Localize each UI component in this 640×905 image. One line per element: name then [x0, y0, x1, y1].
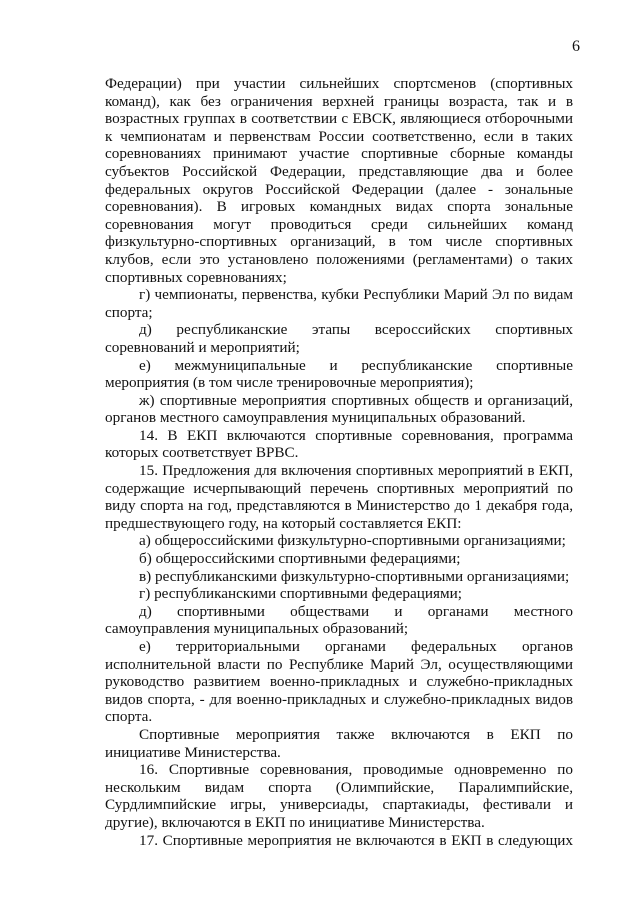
paragraph: е) территориальными органами федеральных органов исполнительной власти по Республике Марий Эл, осуществляющими руководство развитием военно-прикладных и служебно-прикладных видов спорта, - для военно-прикладных и служебно-прикладных видов спорта.	[105, 638, 573, 726]
paragraph: е) межмуниципальные и республиканские спортивные мероприятия (в том числе тренировочные мероприятия);	[105, 356, 573, 392]
paragraph: 17. Спортивные мероприятия не включаются в ЕКП в следующих	[139, 831, 573, 849]
paragraph: 15. Предложения для включения спортивных мероприятий в ЕКП, содержащие исчерпывающий перечень спортивных мероприятий по виду спорта на год, представляются в Министерство до 1 декабря года, предшествующего году, на который составляется ЕКП:	[105, 462, 573, 532]
paragraph: а) общероссийскими физкультурно-спортивными организациями;	[139, 532, 566, 550]
paragraph: 16. Спортивные соревнования, проводимые одновременно по нескольким видам спорта (Олимпийские, Паралимпийские, Сурдлимпийские игры, универсиады, спартакиады, фестивали и другие), включаются в ЕКП по инициативе Министерства.	[105, 761, 573, 831]
paragraph: 14. В ЕКП включаются спортивные соревнования, программа которых соответствует ВРВС.	[105, 426, 573, 462]
paragraph: б) общероссийскими спортивными федерациями;	[139, 550, 461, 568]
paragraph: г) чемпионаты, первенства, кубки Республики Марий Эл по видам спорта;	[105, 286, 573, 321]
paragraph: Спортивные мероприятия также включаются в ЕКП по инициативе Министерства.	[105, 725, 573, 761]
paragraph: д) спортивными обществами и органами местного самоуправления муниципальных образований;	[105, 602, 573, 638]
paragraph: в) республиканскими физкультурно-спортивными организациями;	[139, 567, 570, 585]
paragraph: г) республиканскими спортивными федерациями;	[139, 585, 462, 603]
paragraph: Федерации) при участии сильнейших спортсменов (спортивных команд), как без ограничения верхней границы возраста, так и в возрастных группах в соответствии с ЕВСК, являющиеся отборочными к чемпионатам и первенствам России соответственно, если в таких соревнованиях принимают участие спортивные сборные команды субъектов Российской Федерации, представляющие два и более федеральных округов Российской Федерации (далее - зональные соревнования). В игровых командных видах спорта зональные соревнования могут проводиться среди сильнейших команд физкультурно-спортивных организаций, в том числе спортивных клубов, если это установлено положениями (регламентами) о таких спортивных соревнованиях;	[105, 75, 573, 286]
document-body	[105, 75, 573, 849]
paragraph: ж) спортивные мероприятия спортивных обществ и организаций, органов местного самоуправления муниципальных образований.	[105, 391, 573, 427]
paragraph: д) республиканские этапы всероссийских спортивных соревнований и мероприятий;	[105, 321, 573, 356]
page-number: 6	[572, 38, 580, 55]
